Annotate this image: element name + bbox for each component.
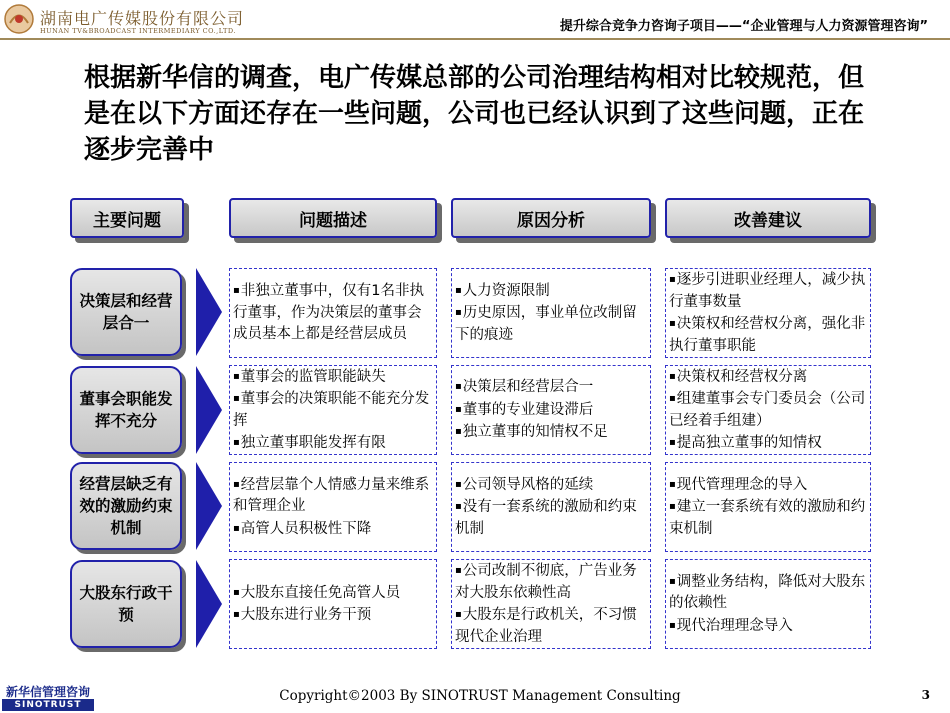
bullet-item: ▪ 没有一套系统的激励和约束机制 xyxy=(455,496,647,540)
row-arrow-icon xyxy=(196,462,222,550)
bullet-item: ▪ 现代治理理念导入 xyxy=(669,615,867,638)
bullet-item: ▪ 独立董事职能发挥有限 xyxy=(233,432,433,455)
project-title: 提升综合竞争力咨询子项目——“企业管理与人力资源管理咨询” xyxy=(559,19,928,34)
page-number: 3 xyxy=(921,688,930,702)
row-label-4: 大股东行政干预 xyxy=(70,560,182,648)
copyright-text: Copyright©2003 By SINOTRUST Management Consulting xyxy=(279,688,681,704)
column-header-description: 问题描述 xyxy=(229,198,437,238)
row-1-description xyxy=(229,268,437,358)
row-3-advice xyxy=(665,462,871,552)
row-3-description xyxy=(229,462,437,552)
row-arrow-icon xyxy=(196,268,222,356)
bullet-item: ▪ 高管人员积极性下降 xyxy=(233,518,433,541)
bullet-item: ▪ 现代管理理念的导入 xyxy=(669,474,867,497)
bullet-item: ▪ 逐步引进职业经理人，减少执行董事数量 xyxy=(669,269,867,313)
row-2-advice xyxy=(665,365,871,455)
column-header-cause: 原因分析 xyxy=(451,198,651,238)
company-logo-icon xyxy=(4,4,34,34)
row-4-description xyxy=(229,559,437,649)
bullet-item: ▪ 董事会的决策职能不能充分发挥 xyxy=(233,388,433,432)
bullet-item: ▪ 决策权和经营权分离 xyxy=(669,366,867,389)
bullet-item: ▪ 大股东是行政机关，不习惯现代企业治理 xyxy=(455,604,647,648)
bullet-item: ▪ 历史原因，事业单位改制留下的痕迹 xyxy=(455,302,647,346)
row-label-2: 董事会职能发挥不充分 xyxy=(70,366,182,454)
bullet-item: ▪ 经营层靠个人情感力量来维系和管理企业 xyxy=(233,474,433,518)
row-2-cause xyxy=(451,365,651,455)
column-header-advice: 改善建议 xyxy=(665,198,871,238)
row-arrow-icon xyxy=(196,366,222,454)
bullet-item: ▪ 组建董事会专门委员会（公司已经着手组建） xyxy=(669,388,867,432)
page-title: 根据新华信的调查，电广传媒总部的公司治理结构相对比较规范，但是在以下方面还存在一些问题，公司也已经认识到了这些问题，正在逐步完善中 xyxy=(84,63,865,165)
bullet-item: ▪ 大股东直接任免高管人员 xyxy=(233,582,433,605)
bullet-item: ▪ 决策权和经营权分离，强化非执行董事职能 xyxy=(669,313,867,357)
row-2-description xyxy=(229,365,437,455)
row-4-cause xyxy=(451,559,651,649)
footer-logo-cn: 新华信管理咨询 xyxy=(5,685,90,699)
bullet-item: ▪ 大股东进行业务干预 xyxy=(233,604,433,627)
bullet-item: ▪ 公司改制不彻底，广告业务对大股东依赖性高 xyxy=(455,560,647,604)
header-divider xyxy=(0,38,950,40)
bullet-item: ▪ 决策层和经营层合一 xyxy=(455,376,647,399)
bullet-item: ▪ 独立董事的知情权不足 xyxy=(455,421,647,444)
row-label-1: 决策层和经营层合一 xyxy=(70,268,182,356)
row-arrow-icon xyxy=(196,560,222,648)
footer-logo-en: SINOTRUST xyxy=(2,699,94,711)
bullet-item: ▪ 人力资源限制 xyxy=(455,280,647,303)
bullet-item: ▪ 公司领导风格的延续 xyxy=(455,474,647,497)
bullet-item: ▪ 董事会的监管职能缺失 xyxy=(233,366,433,389)
row-4-advice xyxy=(665,559,871,649)
row-label-3: 经营层缺乏有效的激励约束机制 xyxy=(70,462,182,550)
bullet-item: ▪ 提高独立董事的知情权 xyxy=(669,432,867,455)
row-3-cause xyxy=(451,462,651,552)
row-1-cause xyxy=(451,268,651,358)
row-1-advice xyxy=(665,268,871,358)
bullet-item: ▪ 非独立董事中，仅有1名非执行董事，作为决策层的董事会成员基本上都是经营层成员 xyxy=(233,280,433,346)
company-name-en: HUNAN TV&BROADCAST INTERMEDIARY CO.,LTD. xyxy=(40,27,236,35)
bullet-item: ▪ 调整业务结构，降低对大股东的依赖性 xyxy=(669,571,867,615)
column-header-main-issue: 主要问题 xyxy=(70,198,184,238)
bullet-item: ▪ 董事的专业建设滞后 xyxy=(455,399,647,422)
company-name-cn: 湖南电广传媒股份有限公司 xyxy=(40,9,245,28)
bullet-item: ▪ 建立一套系统有效的激励和约束机制 xyxy=(669,496,867,540)
